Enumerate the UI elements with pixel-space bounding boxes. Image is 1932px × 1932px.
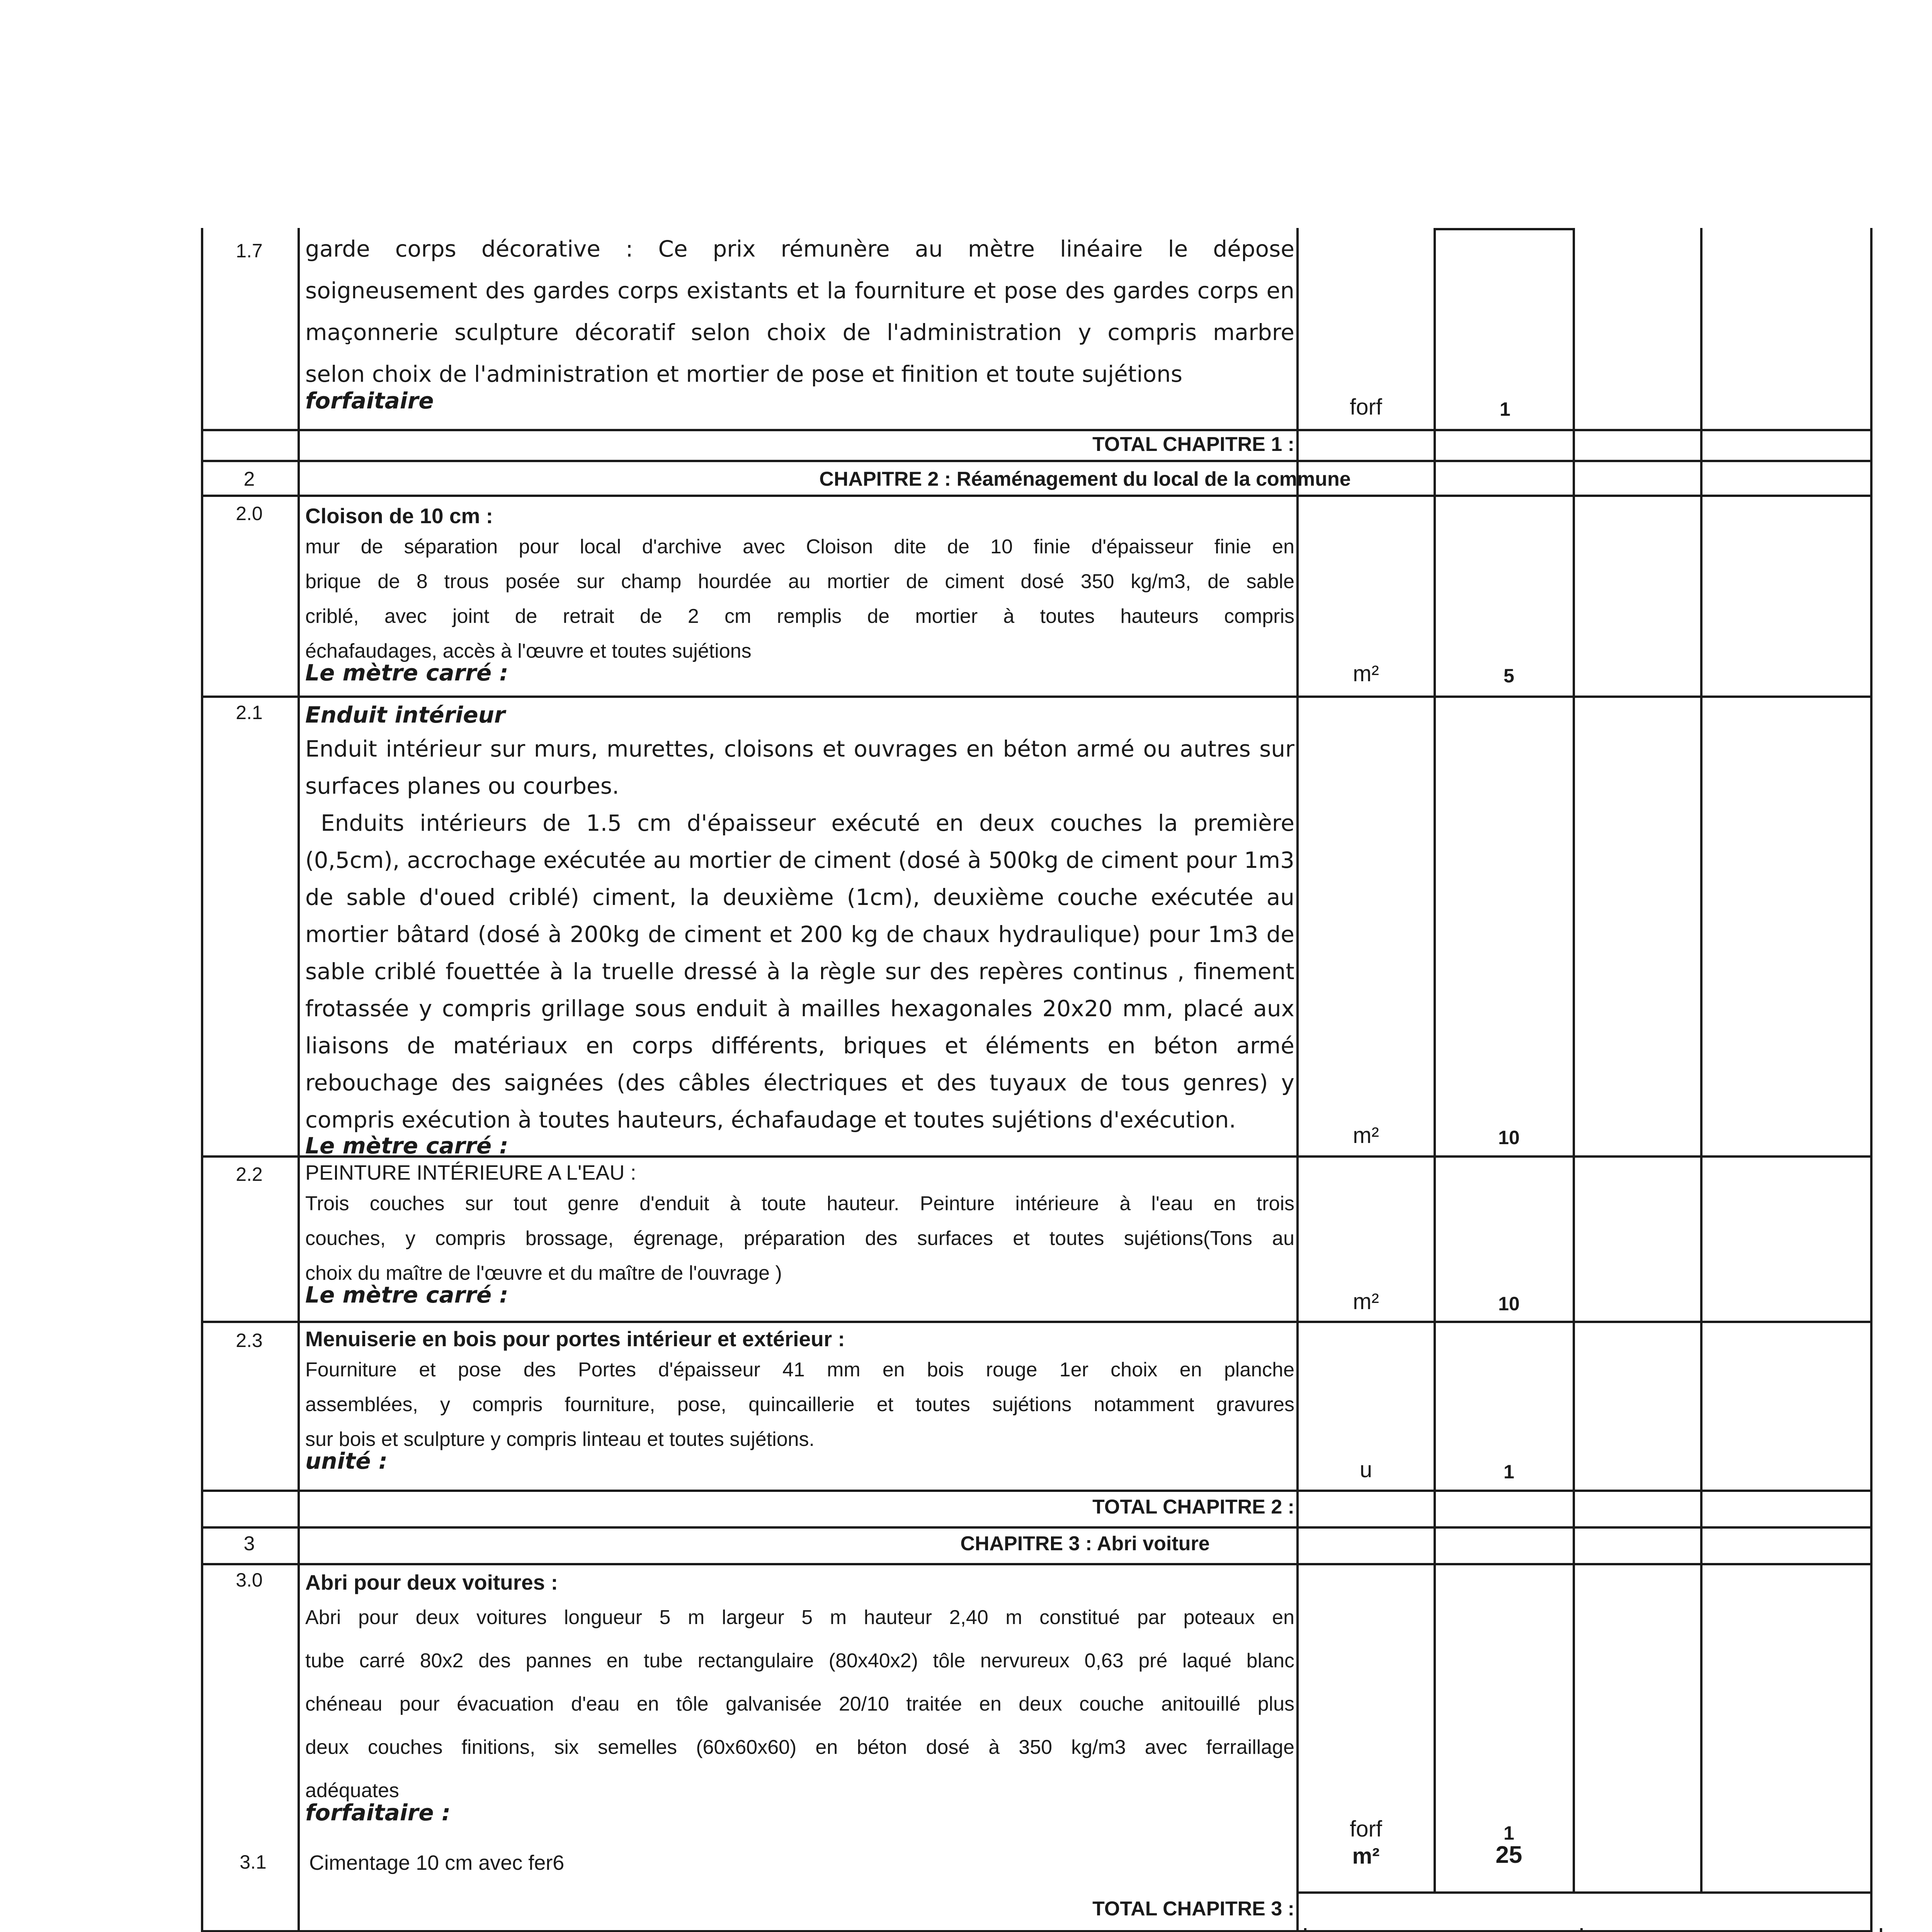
unit: forf	[1350, 1816, 1382, 1842]
item-line: chéneau pour évacuation d'eau en tôle galvanisée 20/10 traitée en deux couche anitouillé plus	[305, 1693, 1294, 1715]
item-line: échafaudages, accès à l'œuvre et toutes sujétions	[305, 640, 752, 662]
quantity: 10	[1498, 1293, 1520, 1315]
item-line: sur bois et sculpture y compris linteau et toutes sujétions.	[305, 1428, 815, 1451]
unit: u	[1359, 1457, 1372, 1482]
item-line: Trois couches sur tout genre d'enduit à toute hauteur. Peinture intérieure à l'eau en trois	[305, 1192, 1294, 1215]
item-line: mortier bâtard (dosé à 200kg de ciment et 200 kg de chaux hydraulique) pour 1m3 de	[305, 921, 1294, 947]
unit-label: Le mètre carré :	[305, 1133, 509, 1159]
item-line: Cimentage 10 cm avec fer6	[309, 1851, 565, 1874]
unit-label: Le mètre carré :	[305, 660, 509, 686]
unit-label: forfaitaire :	[305, 1799, 451, 1826]
total-chapter-3: TOTAL CHAPITRE 3 :	[1092, 1898, 1294, 1920]
chapter-title: CHAPITRE 3 : Abri voiture	[960, 1532, 1210, 1555]
unit: m²	[1353, 661, 1379, 686]
item-number: 3.0	[236, 1569, 263, 1591]
item-line: selon choix de l'administration et mortier de pose et finition et toute sujétions	[305, 361, 1183, 387]
item-line: criblé, avec joint de retrait de 2 cm remplis de mortier à toutes hauteurs compris	[305, 605, 1294, 628]
quantity: 10	[1498, 1127, 1520, 1148]
item-line: assemblées, y compris fourniture, pose, quincaillerie et toutes sujétions notamment gravures	[305, 1393, 1294, 1416]
unit: m²	[1352, 1844, 1380, 1869]
item-line: rebouchage des saignées (des câbles électriques et des tuyaux de tous genres) y	[305, 1070, 1294, 1096]
item-line: surfaces planes ou courbes.	[305, 773, 619, 799]
item-line: choix du maître de l'œuvre et du maître de l'ouvrage )	[305, 1262, 782, 1284]
item-line: frotassée y compris grillage sous enduit à mailles hexagonales 20x20 mm, placé aux	[305, 995, 1294, 1022]
unit-label: forfaitaire	[305, 388, 434, 414]
item-line: Fourniture et pose des Portes d'épaisseur 41 mm en bois rouge 1er choix en planche	[305, 1359, 1294, 1381]
item-number: 2.0	[236, 503, 263, 524]
item-line: brique de 8 trous posée sur champ hourdée au mortier de ciment dosé 350 kg/m3, de sable	[305, 570, 1294, 593]
item-line: maçonnerie sculpture décoratif selon choix de l'administration y compris marbre	[305, 319, 1294, 345]
item-line: soigneusement des gardes corps existants et la fourniture et pose des gardes corps en	[305, 277, 1294, 304]
chapter-number: 2	[243, 468, 255, 490]
chapter-number: 3	[243, 1532, 255, 1555]
item-title: PEINTURE INTÉRIEURE A L'EAU :	[305, 1161, 636, 1184]
quantity: 25	[1495, 1842, 1522, 1868]
item-number: 1.7	[236, 240, 263, 262]
quantity: 5	[1503, 665, 1514, 687]
item-number: 2.1	[236, 702, 263, 723]
item-line: Enduits intérieurs de 1.5 cm d'épaisseur exécuté en deux couches la première	[321, 810, 1294, 836]
item-number: 2.2	[236, 1163, 263, 1185]
item-title: Menuiserie en bois pour portes intérieur et extérieur :	[305, 1327, 845, 1351]
total-chapter-2: TOTAL CHAPITRE 2 :	[1092, 1496, 1294, 1518]
unit-label: Le mètre carré :	[305, 1282, 509, 1308]
quantity: 1	[1503, 1822, 1514, 1844]
item-title: Enduit intérieur	[305, 702, 505, 728]
item-number: 2.3	[236, 1330, 263, 1351]
unit: forf	[1350, 395, 1382, 420]
item-line: Enduit intérieur sur murs, murettes, cloisons et ouvrages en béton armé ou autres sur	[305, 736, 1294, 762]
unit: m²	[1353, 1123, 1379, 1148]
item-line: Abri pour deux voitures longueur 5 m largeur 5 m hauteur 2,40 m constitué par poteaux en	[305, 1606, 1294, 1629]
item-line: adéquates	[305, 1779, 399, 1802]
unit: m²	[1353, 1289, 1379, 1314]
item-line: tube carré 80x2 des pannes en tube rectangulaire (80x40x2) tôle nervureux 0,63 pré laqué blanc	[305, 1650, 1294, 1672]
unit-label: unité :	[305, 1448, 388, 1474]
total-chapter-1: TOTAL CHAPITRE 1 :	[1092, 433, 1294, 456]
item-line: garde corps décorative : Ce prix rémunère au mètre linéaire le dépose	[305, 236, 1294, 262]
chapter-title: CHAPITRE 2 : Réaménagement du local de la commune	[819, 468, 1351, 490]
item-number: 3.1	[240, 1851, 267, 1873]
item-line: de sable d'oued criblé) ciment, la deuxième (1cm), deuxième couche exécutée au	[305, 884, 1294, 910]
item-line: (0,5cm), accrochage exécutée au mortier de ciment (dosé à 500kg de ciment pour 1m3	[305, 847, 1294, 873]
item-line: compris exécution à toutes hauteurs, échafaudage et toutes sujétions d'exécution.	[305, 1107, 1236, 1133]
item-line: sable criblé fouettée à la truelle dressé à la règle sur des repères continus , finement	[305, 958, 1294, 985]
item-line: deux couches finitions, six semelles (60x60x60) en béton dosé à 350 kg/m3 avec ferraillage	[305, 1736, 1294, 1759]
item-line: mur de séparation pour local d'archive avec Cloison dite de 10 finie d'épaisseur finie en	[305, 536, 1294, 558]
item-title: Cloison de 10 cm :	[305, 504, 493, 528]
item-title: Abri pour deux voitures :	[305, 1570, 558, 1594]
item-line: couches, y compris brossage, égrenage, préparation des surfaces et toutes sujétions(Tons au	[305, 1227, 1294, 1250]
quantity: 1	[1503, 1461, 1514, 1483]
quantity: 1	[1500, 398, 1510, 420]
item-line: liaisons de matériaux en corps différents, briques et éléments en béton armé	[305, 1032, 1294, 1059]
